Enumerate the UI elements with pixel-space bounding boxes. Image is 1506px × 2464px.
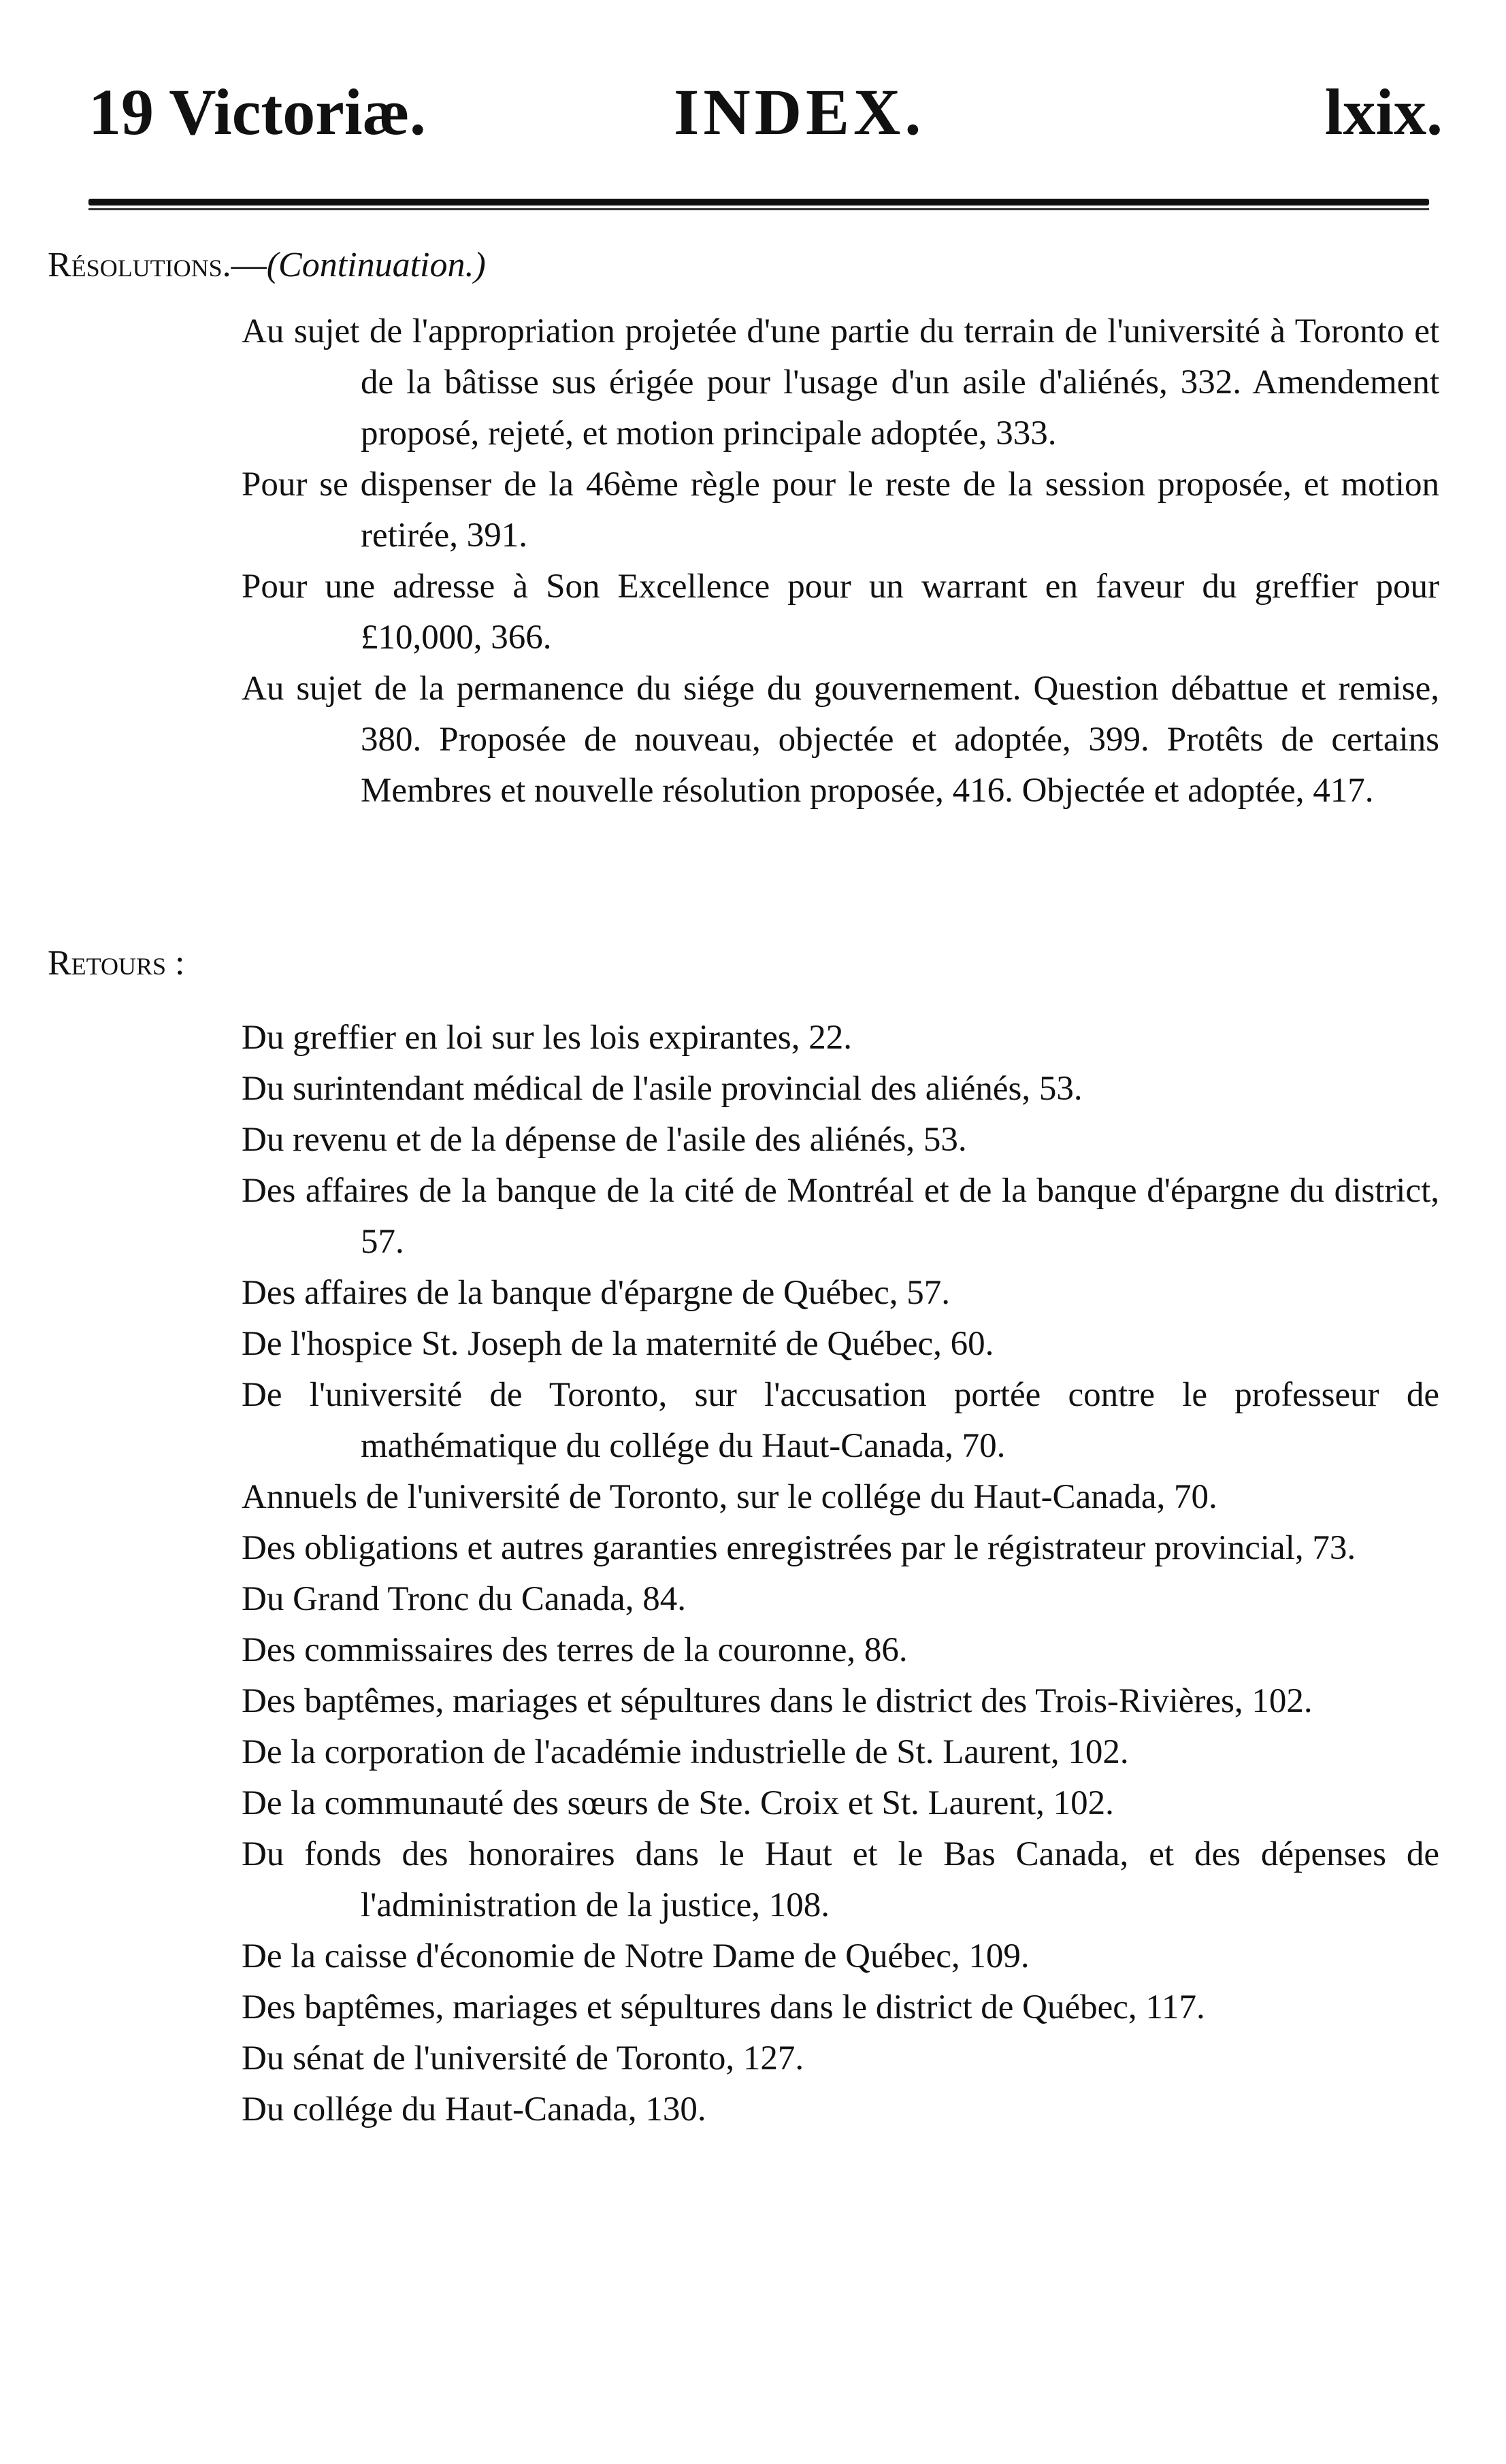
index-entry: Du fonds des honoraires dans le Haut et le Bas Canada, et des dépenses de l'administration de la justice, 108. [242,1835,1439,1924]
index-entry: De l'université de Toronto, sur l'accusation portée contre le professeur de mathématique du collége du Haut-Canada, 70. [242,1376,1439,1465]
index-entry: Des baptêmes, mariages et sépultures dans le district des Trois-Rivières, 102. [242,1682,1313,1720]
resolutions-entry-list [242,306,1439,817]
index-entry: Au sujet de l'appropriation projetée d'une partie du terrain de l'université à Toronto et de la bâtisse sus érigée pour l'usage d'un asile d'aliénés, 332. Amendement proposé, rejeté, et motion principale adoptée, 333. [242,312,1439,453]
section-heading-text: Retours : [48,944,185,983]
index-entry: Des obligations et autres garanties enregistrées par le régistrateur provincial, 73. [242,1529,1356,1567]
index-entry: Du sénat de l'université de Toronto, 127. [242,2039,804,2077]
index-entry: Des affaires de la banque d'épargne de Québec, 57. [242,1274,951,1312]
index-entry: Au sujet de la permanence du siége du gouvernement. Question débattue et remise, 380. Proposée de nouveau, objectée et adoptée, 399. Protêts de certains Membres et nouvelle résolution proposée, 416. Objectée et adoptée, 417. [242,670,1439,810]
section-heading-resolutions [48,240,486,291]
section-heading-text: Résolutions.— [48,246,267,284]
index-entry: Des baptêmes, mariages et sépultures dans le district de Québec, 117. [242,1988,1205,2026]
header-session: 19 Victoriæ. [88,76,426,148]
index-entry: Des affaires de la banque de la cité de Montréal et de la banque d'épargne du district, 57. [242,1172,1439,1261]
header-title: INDEX. [674,76,926,148]
index-entry: Du revenu et de la dépense de l'asile des aliénés, 53. [242,1121,967,1159]
index-entry: Pour se dispenser de la 46ème règle pour le reste de la session proposée, et motion retirée, 391. [242,465,1439,555]
index-entry: Annuels de l'université de Toronto, sur le collége du Haut-Canada, 70. [242,1478,1217,1516]
index-entry: Pour une adresse à Son Excellence pour un warrant en faveur du greffier pour £10,000, 366. [242,568,1439,657]
page-header [88,75,1443,150]
index-entry: Des commissaires des terres de la couronne, 86. [242,1631,908,1669]
section-heading-retours [48,938,185,989]
retours-entry-list [242,1013,1439,2135]
index-entry: Du greffier en loi sur les lois expirantes, 22. [242,1019,853,1057]
header-rule [88,199,1429,206]
index-entry: Du Grand Tronc du Canada, 84. [242,1580,687,1618]
section-heading-note: (Continuation.) [266,246,486,284]
header-rule-thin [88,208,1429,210]
index-entry: Du collége du Haut-Canada, 130. [242,2090,706,2129]
index-entry: De la corporation de l'académie industrielle de St. Laurent, 102. [242,1733,1129,1771]
index-entry: De l'hospice St. Joseph de la maternité de Québec, 60. [242,1325,994,1363]
header-page-number: lxix. [1324,76,1443,148]
index-entry: Du surintendant médical de l'asile provincial des aliénés, 53. [242,1070,1083,1108]
index-entry: De la caisse d'économie de Notre Dame de Québec, 109. [242,1937,1030,1975]
index-entry: De la communauté des sœurs de Ste. Croix et St. Laurent, 102. [242,1784,1114,1822]
